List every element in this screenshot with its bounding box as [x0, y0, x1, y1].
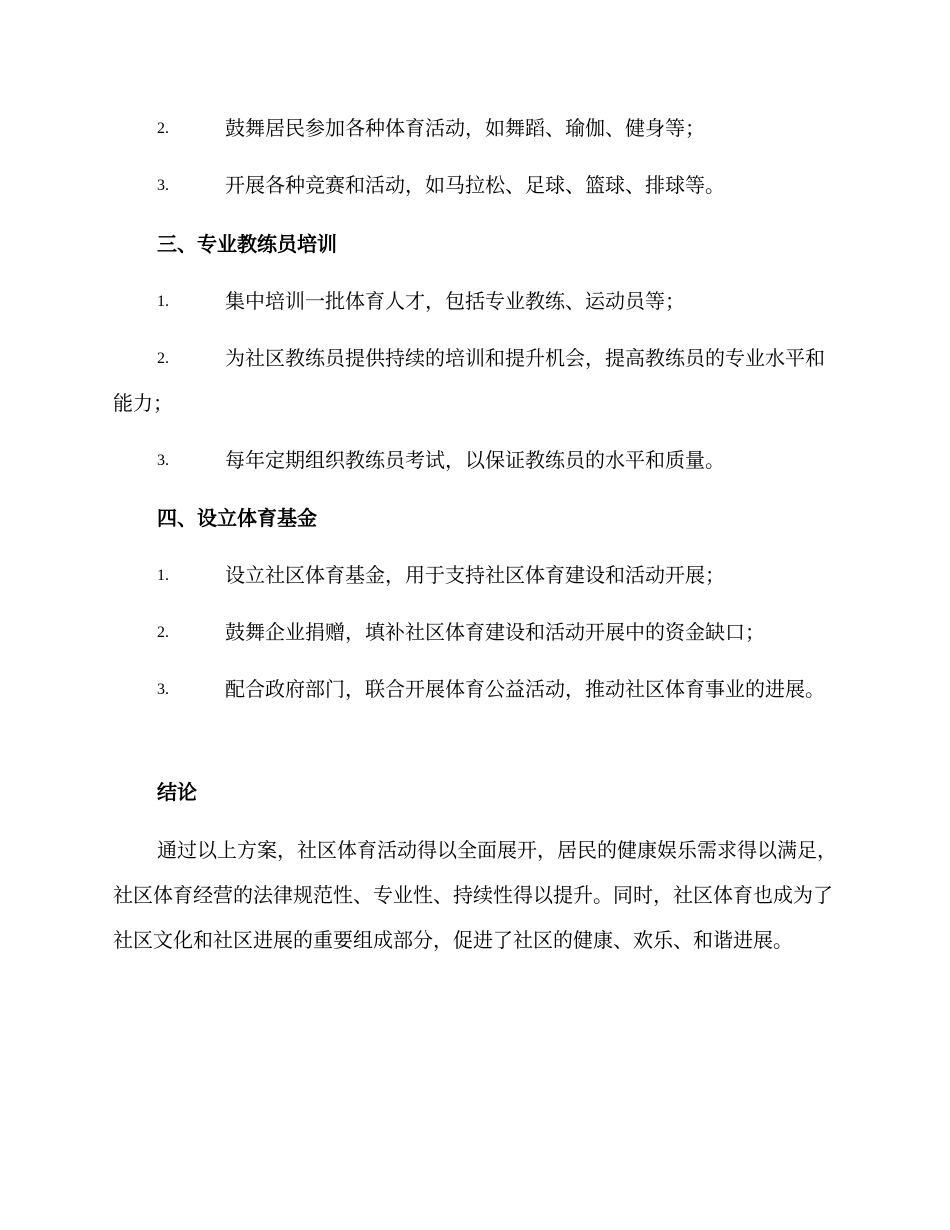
- list-text: 鼓舞居民参加各种体育活动，如舞蹈、瑜伽、健身等；: [225, 116, 705, 140]
- list-item: [113, 106, 838, 151]
- list-item: [113, 610, 838, 655]
- list-item: [113, 336, 838, 426]
- list-text: 设立社区体育基金，用于支持社区体育建设和活动开展；: [225, 563, 725, 587]
- list-number: 3.: [157, 681, 169, 698]
- list-text: 集中培训一批体育人才，包括专业教练、运动员等；: [225, 289, 685, 313]
- section-heading: 三、专业教练员培训: [157, 232, 337, 256]
- list-item: [113, 279, 838, 324]
- list-number: 3.: [157, 177, 169, 194]
- list-number: 1.: [157, 567, 169, 584]
- list-number: 1.: [157, 293, 169, 310]
- conclusion-paragraph: 通过以上方案，社区体育活动得以全面展开，居民的健康娱乐需求得以满足，社区体育经营的法律规范性、专业性、持续性得以提升。同时，社区体育也成为了社区文化和社区进展的重要组成部分，促进了社区的健康、欢乐、和谐进展。: [113, 838, 837, 952]
- list-number: 2.: [157, 624, 169, 641]
- list-text: 开展各种竞赛和活动，如马拉松、足球、篮球、排球等。: [225, 173, 725, 197]
- list-item: [113, 438, 838, 483]
- list-text: 配合政府部门，联合开展体育公益活动，推动社区体育事业的进展。: [225, 677, 825, 701]
- conclusion-heading: 结论: [157, 780, 197, 804]
- list-text: 鼓舞企业捐赠，填补社区体育建设和活动开展中的资金缺口；: [225, 620, 765, 644]
- list-item: [113, 667, 838, 712]
- list-number: 2.: [157, 120, 169, 137]
- list-number: 2.: [157, 350, 169, 367]
- list-number: 3.: [157, 452, 169, 469]
- list-text: 每年定期组织教练员考试，以保证教练员的水平和质量。: [225, 448, 725, 472]
- section-heading: 四、设立体育基金: [157, 506, 317, 530]
- list-text: 为社区教练员提供持续的培训和提升机会，提高教练员的专业水平和能力；: [113, 346, 825, 415]
- list-item: [113, 163, 838, 208]
- list-item: [113, 553, 838, 598]
